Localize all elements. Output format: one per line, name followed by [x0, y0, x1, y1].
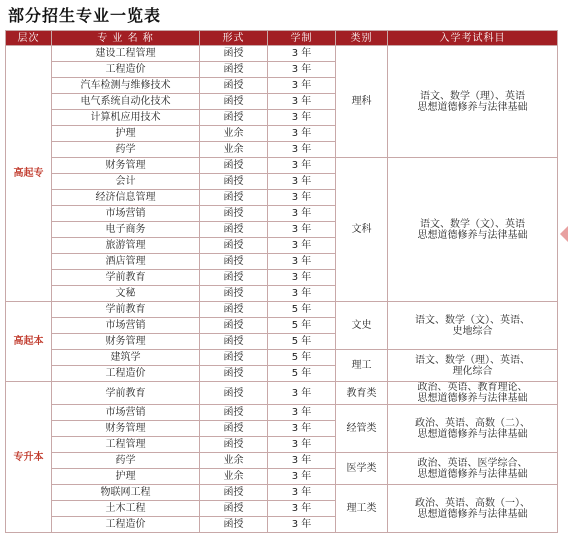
- form-cell: 业余: [200, 142, 268, 158]
- form-cell: 函授: [200, 94, 268, 110]
- form-cell: 函授: [200, 366, 268, 382]
- subjects-cell: 政治、英语、教育理论、 思想道德修养与法律基础: [388, 382, 558, 405]
- duration-cell: 3 年: [268, 46, 336, 62]
- form-cell: 函授: [200, 206, 268, 222]
- table-body: [6, 46, 558, 533]
- admission-table: [5, 30, 558, 533]
- form-cell: 函授: [200, 501, 268, 517]
- form-cell: 函授: [200, 270, 268, 286]
- subjects-cell: 政治、英语、医学综合、 思想道德修养与法律基础: [388, 453, 558, 485]
- table-header-row: [6, 31, 558, 46]
- subjects-cell: 语文、数学（文）、英语、 史地综合: [388, 302, 558, 350]
- level-cell: 高起专: [6, 46, 52, 302]
- major-cell: 财务管理: [52, 158, 200, 174]
- major-cell: 工程造价: [52, 62, 200, 78]
- duration-cell: 3 年: [268, 405, 336, 421]
- subjects-cell: 语文、数学（理）、英语、 理化综合: [388, 350, 558, 382]
- major-cell: 工程造价: [52, 517, 200, 533]
- header-major: 专 业 名 称: [52, 31, 200, 46]
- major-cell: 工程管理: [52, 437, 200, 453]
- duration-cell: 5 年: [268, 366, 336, 382]
- table-row: [6, 382, 558, 405]
- form-cell: 业余: [200, 469, 268, 485]
- major-cell: 工程造价: [52, 366, 200, 382]
- table-row: [6, 302, 558, 318]
- major-cell: 学前教育: [52, 270, 200, 286]
- form-cell: 函授: [200, 405, 268, 421]
- major-cell: 文秘: [52, 286, 200, 302]
- duration-cell: 3 年: [268, 421, 336, 437]
- duration-cell: 3 年: [268, 110, 336, 126]
- subjects-cell: 政治、英语、高数（二）、 思想道德修养与法律基础: [388, 405, 558, 453]
- duration-cell: 5 年: [268, 334, 336, 350]
- major-cell: 护理: [52, 126, 200, 142]
- form-cell: 函授: [200, 174, 268, 190]
- form-cell: 函授: [200, 222, 268, 238]
- category-cell: 文史: [336, 302, 388, 350]
- category-cell: 理工类: [336, 485, 388, 533]
- form-cell: 函授: [200, 110, 268, 126]
- duration-cell: 3 年: [268, 382, 336, 405]
- major-cell: 市场营销: [52, 318, 200, 334]
- form-cell: 函授: [200, 62, 268, 78]
- major-cell: 会计: [52, 174, 200, 190]
- category-cell: 理科: [336, 46, 388, 158]
- category-cell: 教育类: [336, 382, 388, 405]
- major-cell: 土木工程: [52, 501, 200, 517]
- form-cell: 函授: [200, 286, 268, 302]
- major-cell: 电子商务: [52, 222, 200, 238]
- form-cell: 函授: [200, 421, 268, 437]
- duration-cell: 3 年: [268, 62, 336, 78]
- duration-cell: 3 年: [268, 158, 336, 174]
- duration-cell: 3 年: [268, 78, 336, 94]
- table-row: [6, 350, 558, 366]
- header-category: 类别: [336, 31, 388, 46]
- major-cell: 旅游管理: [52, 238, 200, 254]
- level-cell: 高起本: [6, 302, 52, 382]
- form-cell: 函授: [200, 158, 268, 174]
- duration-cell: 3 年: [268, 485, 336, 501]
- table-row: [6, 485, 558, 501]
- form-cell: 函授: [200, 190, 268, 206]
- form-cell: 函授: [200, 78, 268, 94]
- major-cell: 建设工程管理: [52, 46, 200, 62]
- header-duration: 学制: [268, 31, 336, 46]
- table-row: [6, 453, 558, 469]
- major-cell: 物联网工程: [52, 485, 200, 501]
- duration-cell: 3 年: [268, 142, 336, 158]
- table-row: [6, 46, 558, 62]
- form-cell: 函授: [200, 517, 268, 533]
- form-cell: 业余: [200, 126, 268, 142]
- major-cell: 护理: [52, 469, 200, 485]
- major-cell: 财务管理: [52, 334, 200, 350]
- form-cell: 业余: [200, 453, 268, 469]
- duration-cell: 3 年: [268, 453, 336, 469]
- duration-cell: 5 年: [268, 318, 336, 334]
- form-cell: 函授: [200, 254, 268, 270]
- major-cell: 市场营销: [52, 206, 200, 222]
- form-cell: 函授: [200, 485, 268, 501]
- duration-cell: 3 年: [268, 206, 336, 222]
- form-cell: 函授: [200, 437, 268, 453]
- duration-cell: 3 年: [268, 238, 336, 254]
- major-cell: 市场营销: [52, 405, 200, 421]
- duration-cell: 3 年: [268, 501, 336, 517]
- form-cell: 函授: [200, 238, 268, 254]
- page-title: 部分招生专业一览表: [8, 6, 162, 25]
- header-subjects: 入学考试科目: [388, 31, 558, 46]
- major-cell: 电气系统自动化技术: [52, 94, 200, 110]
- category-cell: 文科: [336, 158, 388, 302]
- form-cell: 函授: [200, 46, 268, 62]
- form-cell: 函授: [200, 382, 268, 405]
- form-cell: 函授: [200, 334, 268, 350]
- form-cell: 函授: [200, 318, 268, 334]
- duration-cell: 3 年: [268, 286, 336, 302]
- category-cell: 理工: [336, 350, 388, 382]
- form-cell: 函授: [200, 350, 268, 366]
- major-cell: 药学: [52, 142, 200, 158]
- major-cell: 计算机应用技术: [52, 110, 200, 126]
- duration-cell: 3 年: [268, 469, 336, 485]
- table-row: [6, 405, 558, 421]
- duration-cell: 3 年: [268, 126, 336, 142]
- major-cell: 药学: [52, 453, 200, 469]
- duration-cell: 5 年: [268, 302, 336, 318]
- subjects-cell: 语文、数学（理）、英语 思想道德修养与法律基础: [388, 46, 558, 158]
- major-cell: 学前教育: [52, 302, 200, 318]
- header-level: 层次: [6, 31, 52, 46]
- duration-cell: 3 年: [268, 174, 336, 190]
- duration-cell: 3 年: [268, 222, 336, 238]
- category-cell: 医学类: [336, 453, 388, 485]
- duration-cell: 3 年: [268, 94, 336, 110]
- duration-cell: 3 年: [268, 190, 336, 206]
- major-cell: 财务管理: [52, 421, 200, 437]
- category-cell: 经管类: [336, 405, 388, 453]
- major-cell: 酒店管理: [52, 254, 200, 270]
- major-cell: 学前教育: [52, 382, 200, 405]
- subjects-cell: 政治、英语、高数（一）、 思想道德修养与法律基础: [388, 485, 558, 533]
- duration-cell: 3 年: [268, 437, 336, 453]
- major-cell: 建筑学: [52, 350, 200, 366]
- header-form: 形式: [200, 31, 268, 46]
- duration-cell: 5 年: [268, 350, 336, 366]
- form-cell: 函授: [200, 302, 268, 318]
- major-cell: 汽车检测与维修技术: [52, 78, 200, 94]
- duration-cell: 3 年: [268, 270, 336, 286]
- major-cell: 经济信息管理: [52, 190, 200, 206]
- page-arrow-icon[interactable]: [560, 226, 568, 242]
- level-cell: 专升本: [6, 382, 52, 533]
- duration-cell: 3 年: [268, 517, 336, 533]
- subjects-cell: 语文、数学（文）、英语 思想道德修养与法律基础: [388, 158, 558, 302]
- duration-cell: 3 年: [268, 254, 336, 270]
- table-row: [6, 158, 558, 174]
